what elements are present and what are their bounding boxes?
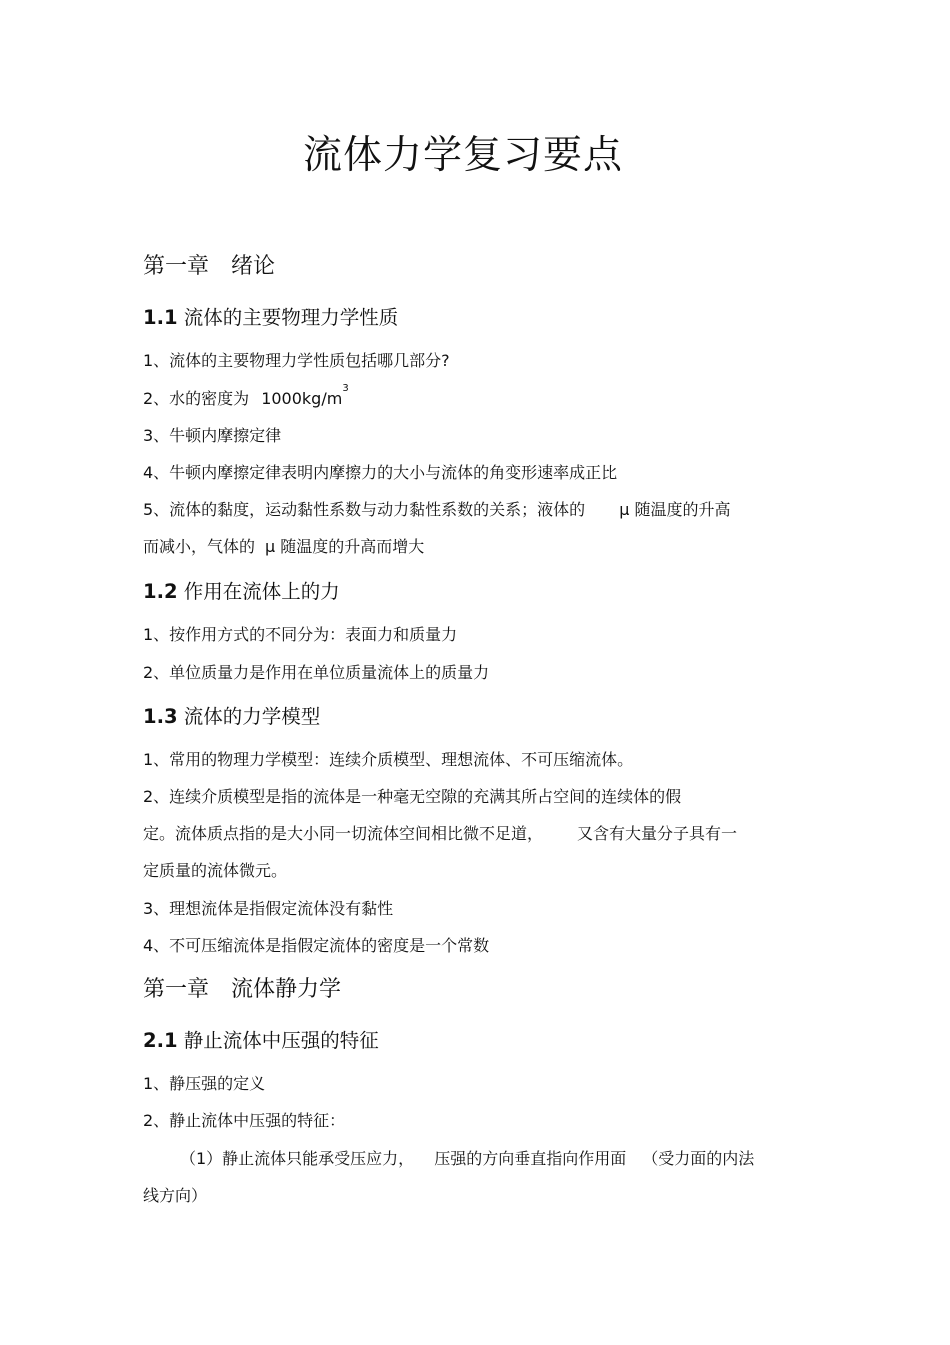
list-item: 1、静压强的定义 — [143, 1074, 266, 1093]
list-item-continuation: 线方向） — [143, 1186, 208, 1205]
list-item: 1、流体的主要物理力学性质包括哪几部分? — [143, 351, 450, 370]
item-text: 又含有大量分子具有一 — [577, 824, 738, 843]
list-item: 1、常用的物理力学模型：连续介质模型、理想流体、不可压缩流体。 — [143, 750, 634, 769]
list-item-continuation — [143, 535, 424, 559]
list-item: 2、静止流体中压强的特征： — [143, 1111, 346, 1130]
section-number: 1.3 — [143, 705, 178, 728]
list-item: 4、牛顿内摩擦定律表明内摩擦力的大小与流体的角变形速率成正比 — [143, 463, 618, 482]
item-text: 压强的方向垂直指向作用面 — [434, 1149, 627, 1168]
section-number: 1.1 — [143, 306, 178, 329]
item-text: μ 随温度的升高而增大 — [265, 537, 425, 556]
item-text: 5、流体的黏度，运动黏性系数与动力黏性系数的关系；液体的 — [143, 500, 586, 519]
list-item: 4、不可压缩流体是指假定流体的密度是一个常数 — [143, 936, 490, 955]
list-item-continuation — [143, 822, 737, 846]
chapter-heading — [143, 975, 341, 1005]
list-item — [143, 498, 730, 522]
chapter-name: 绪论 — [231, 254, 276, 279]
section-heading — [143, 1027, 379, 1055]
chapter-heading — [143, 252, 275, 282]
section-title: 作用在流体上的力 — [183, 580, 340, 603]
list-item: 2、连续介质模型是指的流体是一种毫无空隙的充满其所占空间的连续体的假 — [143, 787, 682, 806]
section-heading — [143, 304, 398, 332]
list-item: 2、单位质量力是作用在单位质量流体上的质量力 — [143, 663, 490, 682]
superscript: 3 — [342, 383, 349, 394]
list-item — [180, 1147, 754, 1171]
section-title: 流体的力学模型 — [183, 705, 321, 728]
section-title: 流体的主要物理力学性质 — [183, 306, 399, 329]
item-text: μ 随温度的升高 — [619, 500, 731, 519]
section-heading — [143, 703, 320, 731]
list-item: 1、按作用方式的不同分为：表面力和质量力 — [143, 625, 458, 644]
section-title: 静止流体中压强的特征 — [183, 1029, 379, 1052]
chapter-name: 流体静力学 — [231, 977, 342, 1002]
density-value: 1000kg/m — [261, 389, 343, 408]
item-text: 2、水的密度为 — [143, 389, 250, 408]
item-text: （受力面的内法 — [642, 1149, 755, 1168]
chapter-label: 第一章 — [143, 977, 210, 1002]
item-text: 定。流体质点指的是大小同一切流体空间相比微不足道， — [143, 824, 544, 843]
item-text: （1）静止流体只能承受压应力， — [180, 1149, 415, 1168]
list-item: 3、理想流体是指假定流体没有黏性 — [143, 899, 394, 918]
section-number: 1.2 — [143, 580, 178, 603]
page-title: 流体力学复习要点 — [302, 133, 623, 178]
list-item — [143, 383, 349, 411]
chapter-label: 第一章 — [143, 254, 210, 279]
section-heading — [143, 578, 340, 606]
list-item: 3、牛顿内摩擦定律 — [143, 426, 282, 445]
list-item-continuation: 定质量的流体微元。 — [143, 861, 288, 880]
item-text: 而减小，气体的 — [143, 537, 256, 556]
section-number: 2.1 — [143, 1029, 178, 1052]
